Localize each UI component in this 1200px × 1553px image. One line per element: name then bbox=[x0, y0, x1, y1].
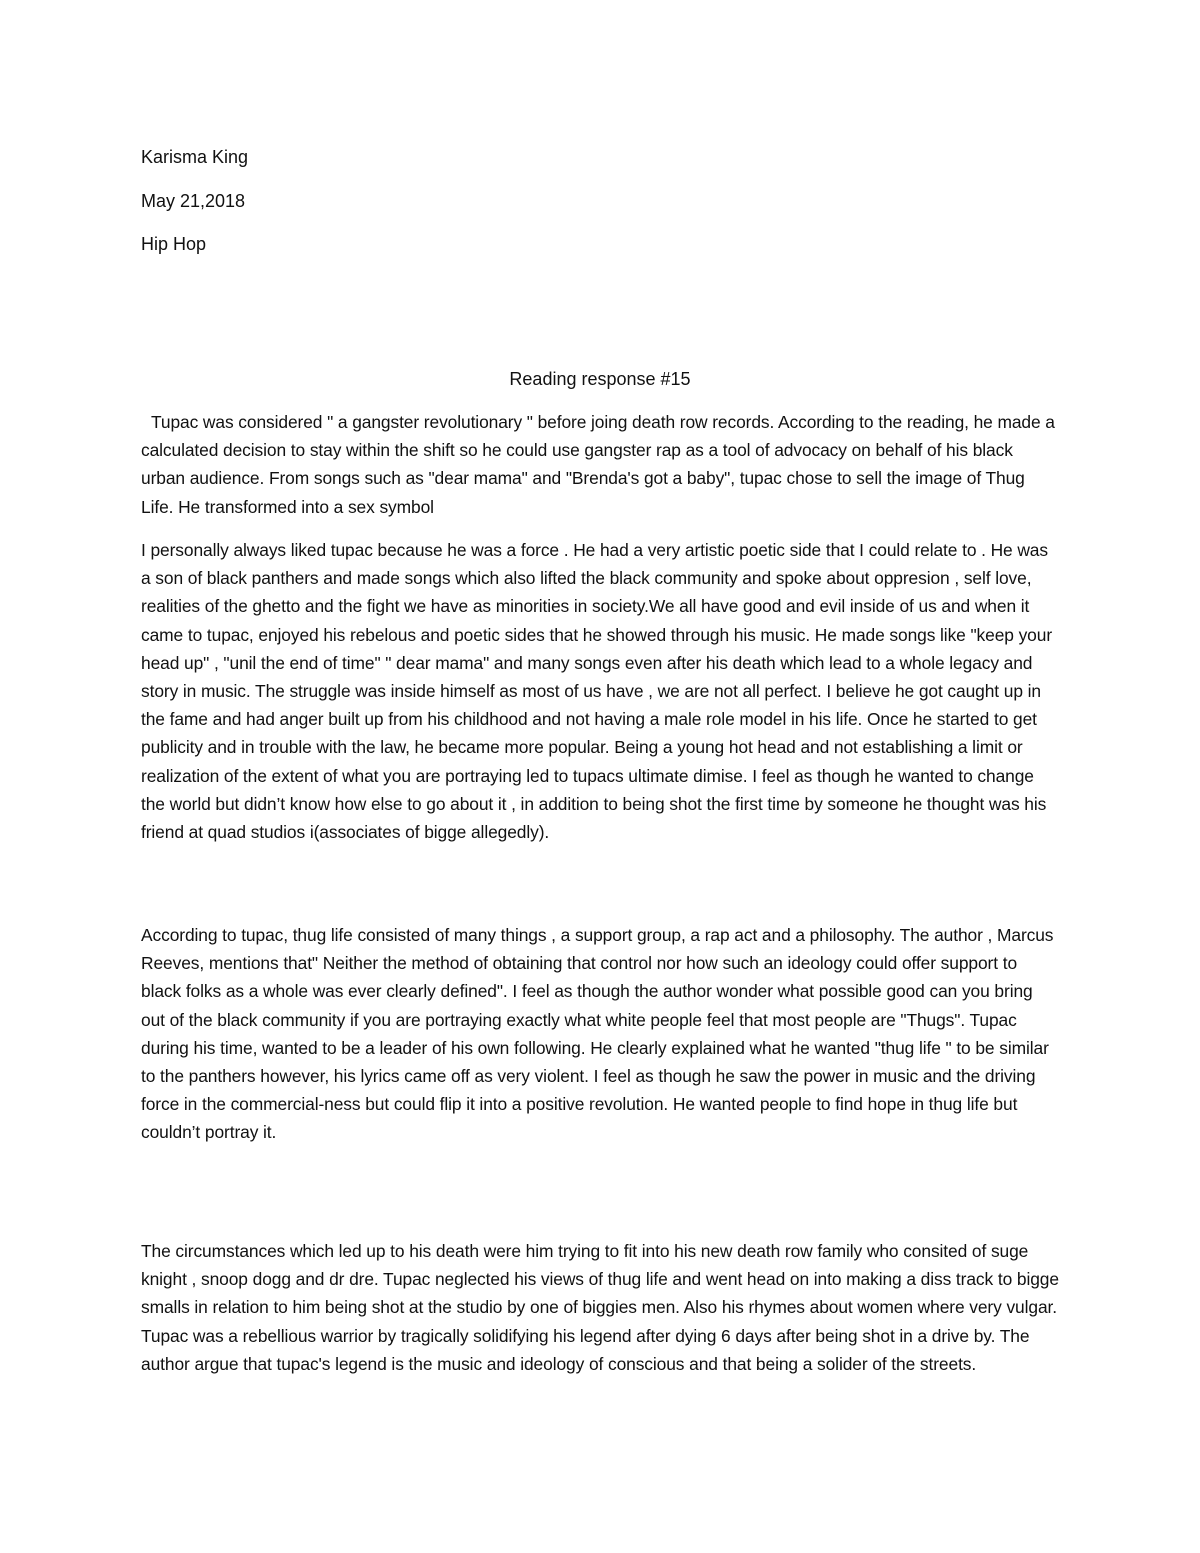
document-date: May 21,2018 bbox=[141, 191, 246, 211]
paragraph-2: I personally always liked tupac because he was a force . He had a very artistic poetic side that I could relate to . He was a son of black panthers and made songs which also lifted the black community and spoke about oppresion , self love, realities of the ghetto and the fight we have as minorities in society.We all have good and evil inside of us and when it came to tupac, enjoyed his rebelous and poetic sides that he showed through his music. He made songs like "keep your head up" , "unil the end of time" " dear mama" and many songs even after his death which lead to a whole legacy and story in music. The struggle was inside himself as most of us have , we are not all perfect. I believe he got caught up in the fame and had anger built up from his childhood and not having a male role model in his life. Once he started to get publicity and in trouble with the law, he became more popular. Being a young hot head and not establishing a limit or realization of the extent of what you are portraying led to tupacs ultimate dimise. I feel as though he wanted to change the world but didn’t know how else to go about it , in addition to being shot the first time by someone he thought was his friend at quad studios i(associates of bigge allegedly). bbox=[141, 540, 1053, 843]
document-title: Reading response #15 bbox=[509, 369, 691, 389]
paragraph-4: The circumstances which led up to his death were him trying to fit into his new death row family who consited of suge knight , snoop dogg and dr dre. Tupac neglected his views of thug life and went head on into making a diss track to bigge smalls in relation to him being shot at the studio by one of biggies men. Also his rhymes about women where very vulgar. Tupac was a rebellious warrior by tragically solidifying his legend after dying 6 days after being shot in a drive by. The author argue that tupac's legend is the music and ideology of conscious and that being a solider of the streets. bbox=[141, 1241, 1059, 1374]
course-name: Hip Hop bbox=[141, 234, 207, 254]
author-name: Karisma King bbox=[141, 147, 249, 167]
paragraph-3: According to tupac, thug life consisted of many things , a support group, a rap act and a philosophy. The author , Marcus Reeves, mentions that" Neither the method of obtaining that control nor how such an ideology could offer support to black folks as a whole was ever clearly defined". I feel as though the author wonder what possible good can you bring out of the black community if you are portraying exactly what white people feel that most people are "Thugs". Tupac during his time, wanted to be a leader of his own following. He clearly explained what he wanted "thug life " to be similar to the panthers however, his lyrics came off as very violent. I feel as though he saw the power in music and the driving force in the commercial-ness but could flip it into a positive revolution. He wanted people to find hope in thug life but couldn’t portray it. bbox=[141, 925, 1054, 1143]
paragraph-1: Tupac was considered " a gangster revolutionary " before joing death row records. According to the reading, he made a calculated decision to stay within the shift so he could use gangster rap as a tool of advocacy on behalf of his black urban audience. From songs such as "dear mama" and "Brenda's got a baby", tupac chose to sell the image of Thug Life. He transformed into a sex symbol bbox=[141, 412, 1055, 517]
